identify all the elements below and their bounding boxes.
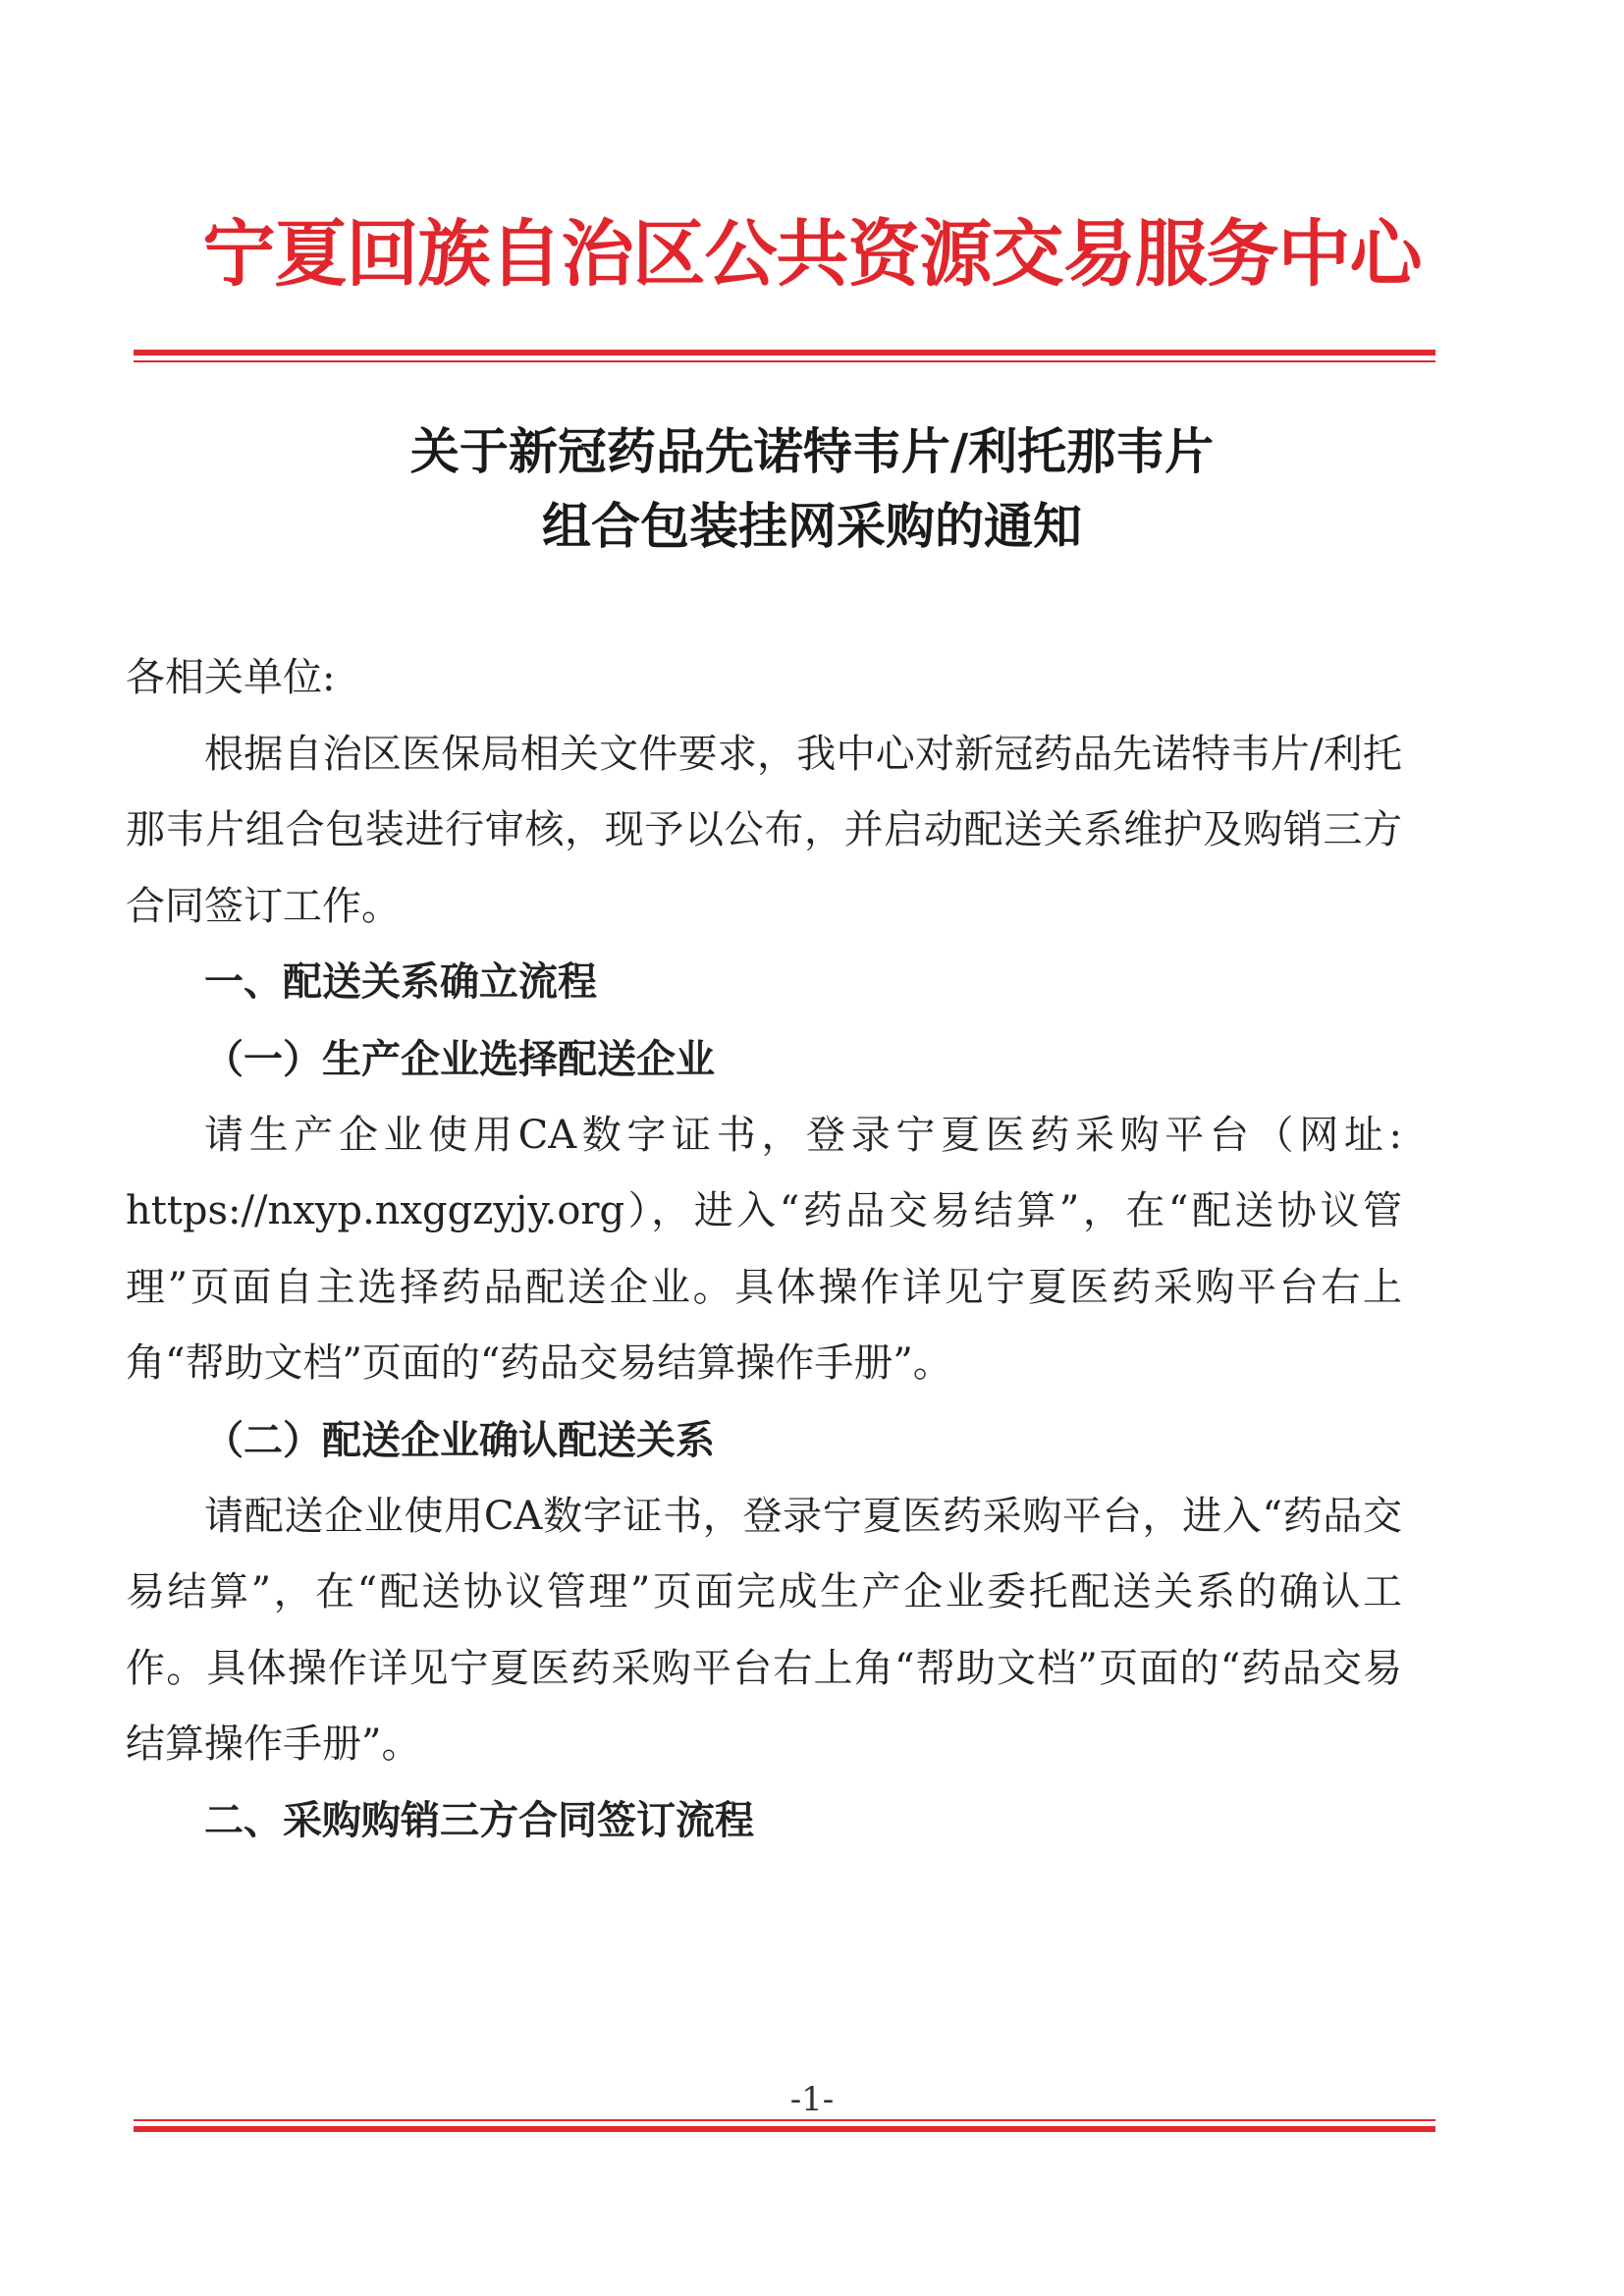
footer-red-rule [134,2119,1435,2132]
section-1-paragraph-2: 请配送企业使用CA数字证书，登录宁夏医药采购平台，进入“药品交易结算”，在“配送协议管理”页面完成生产企业委托配送关系的确认工作。具体操作详见宁夏医药采购平台右上角“帮助文档”页面的“药品交易结算操作手册”。 [126,1493,1402,1768]
document-title-line-2: 组合包装挂网采购的通知 [542,497,1082,555]
document-body [126,640,1402,1860]
section-1-subheading-2: （二）配送企业确认配送关系 [204,1416,715,1463]
section-1-paragraph-1: 请生产企业使用CA数字证书，登录宁夏医药采购平台（网址: https://nxyp.nxggzyjy.org），进入“药品交易结算”，在“配送协议管理”页面自主选择药品配送企业。具体操作详见宁夏医药采购平台右上角“帮助文档”页面的“药品交易结算操作手册”。 [126,1112,1402,1387]
issuing-organization-header: 宁夏回族自治区公共资源交易服务中心 [202,212,1422,297]
header-red-rule [134,350,1435,362]
salutation: 各相关单位: [126,655,336,700]
document-title-line-1: 关于新冠药品先诺特韦片/利托那韦片 [409,422,1215,480]
section-1-heading: 一、配送关系确立流程 [204,959,597,1006]
document-title [0,414,1624,564]
section-2-heading: 二、采购购销三方合同签订流程 [204,1797,754,1843]
intro-paragraph: 根据自治区医保局相关文件要求，我中心对新冠药品先诺特韦片/利托那韦片组合包装进行审核，现予以公布，并启动配送关系维护及购销三方合同签订工作。 [126,731,1402,929]
page-number: -1- [789,2080,835,2119]
section-1-subheading-1: （一）生产企业选择配送企业 [204,1035,715,1082]
